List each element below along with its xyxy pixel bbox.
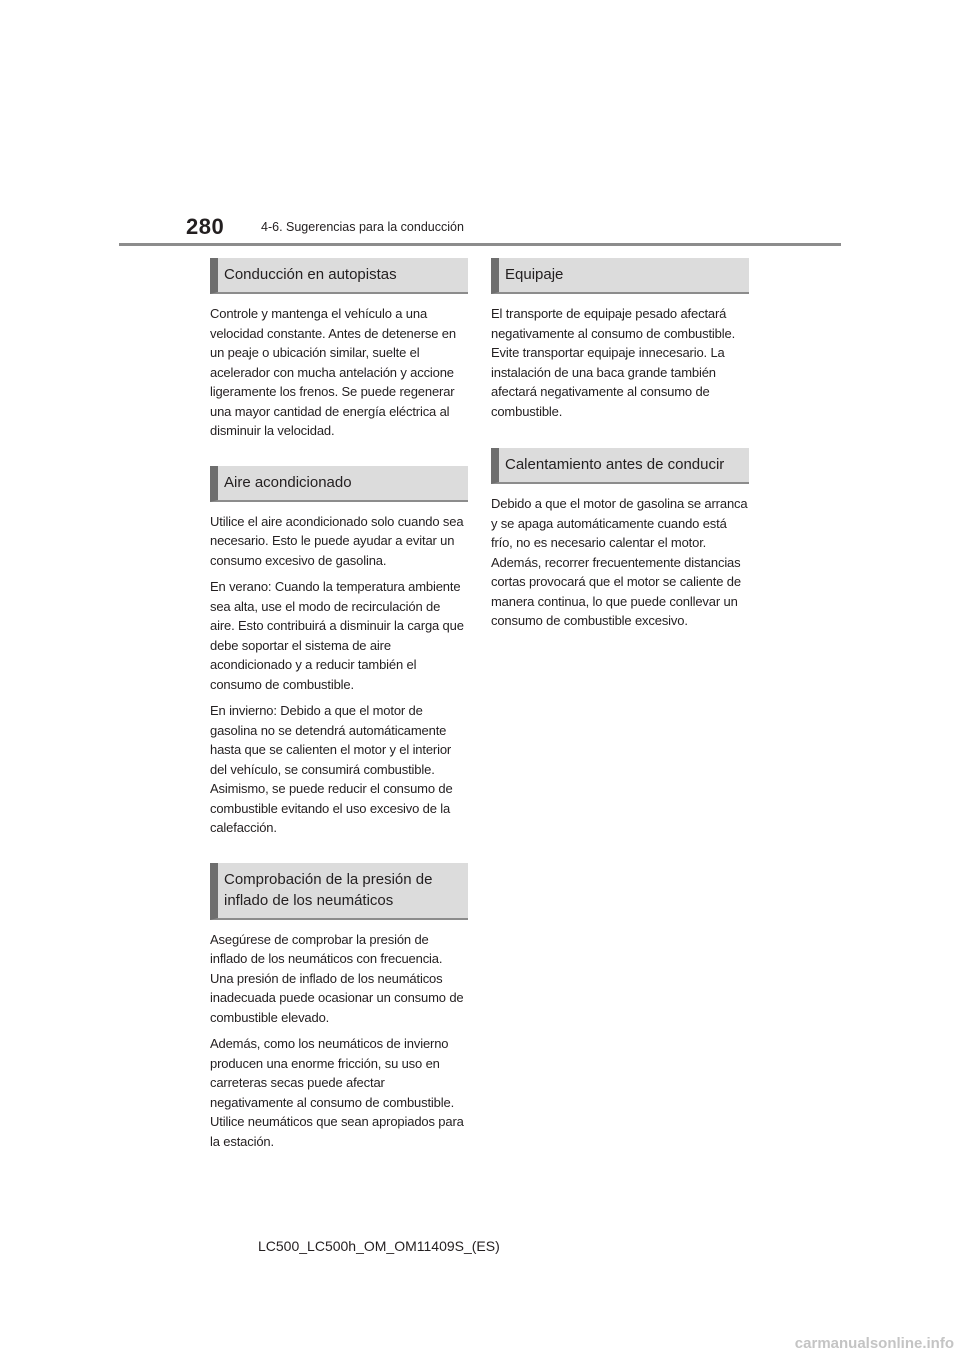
section-heading-luggage: Equipaje [491,258,749,294]
header-divider [119,243,841,246]
paragraph: Controle y mantenga el vehículo a una velocidad constante. Antes de detenerse en un peaje o ubicación similar, suelte el acelerador con mucha antelación y accione ligeramente los frenos. Se puede regenerar una mayor cantidad de energía eléctrica al disminuir la velocidad. [210,306,456,438]
page-header [0,0,960,250]
page-number: 280 [186,214,225,239]
paragraph: Utilice el aire acondicionado solo cuando sea necesario. Esto le puede ayudar a evitar un consumo excesivo de gasolina. [210,513,464,568]
paragraph: En invierno: Debido a que el motor de gasolina no se detendrá automáticamente hasta que se calienten el motor y el interior del vehículo, se consumirá combustible. Asimismo, se puede reducir el consumo de combustible evitando el uso excesivo de la calefacción. [210,703,453,835]
paragraph: Asegúrese de comprobar la presión de inflado de los neumáticos con frecuencia. Una presión de inflado de los neumáticos inadecuada puede ocasionar un consumo de combustible elevado. [210,931,464,1025]
paragraph: En verano: Cuando la temperatura ambiente sea alta, use el modo de recirculación de aire. Esto contribuirá a disminuir la carga que debe soportar el sistema de aire acondicionado y a reducir también el consumo de combustible. [210,579,464,692]
watermark: carmanualsonline.info [794,1335,954,1352]
section-heading-highway: Conducción en autopistas [210,258,468,294]
section-heading-air-conditioning: Aire acondicionado [210,466,468,502]
paragraph: El transporte de equipaje pesado afectará negativamente al consumo de combustible. Evite transportar equipaje innecesario. La instalación de una baca grande también afectará negativamente al consumo de combustible. [491,306,736,419]
section-heading-tire-pressure: Comprobación de la presión de inflado de los neumáticos [210,863,468,920]
right-column [491,258,749,638]
model-code: LC500_LC500h_OM_OM11409S_(ES) [258,1238,500,1254]
section-reference: 4-6. Sugerencias para la conducción [261,220,464,234]
paragraph: Debido a que el motor de gasolina se arranca y se apaga automáticamente cuando está frío, no es necesario calentar el motor. Además, recorrer frecuentemente distancias cortas provocará que el motor se caliente de manera continua, lo que puede conllevar un consumo de combustible excesivo. [491,496,748,628]
left-column [210,258,468,1158]
paragraph: Además, como los neumáticos de invierno producen una enorme fricción, su uso en carreteras secas puede afectar negativamente al consumo de combustible. Utilice neumáticos que sean apropiados para la estación. [210,1036,464,1149]
section-heading-warm-up: Calentamiento antes de conducir [491,448,749,484]
